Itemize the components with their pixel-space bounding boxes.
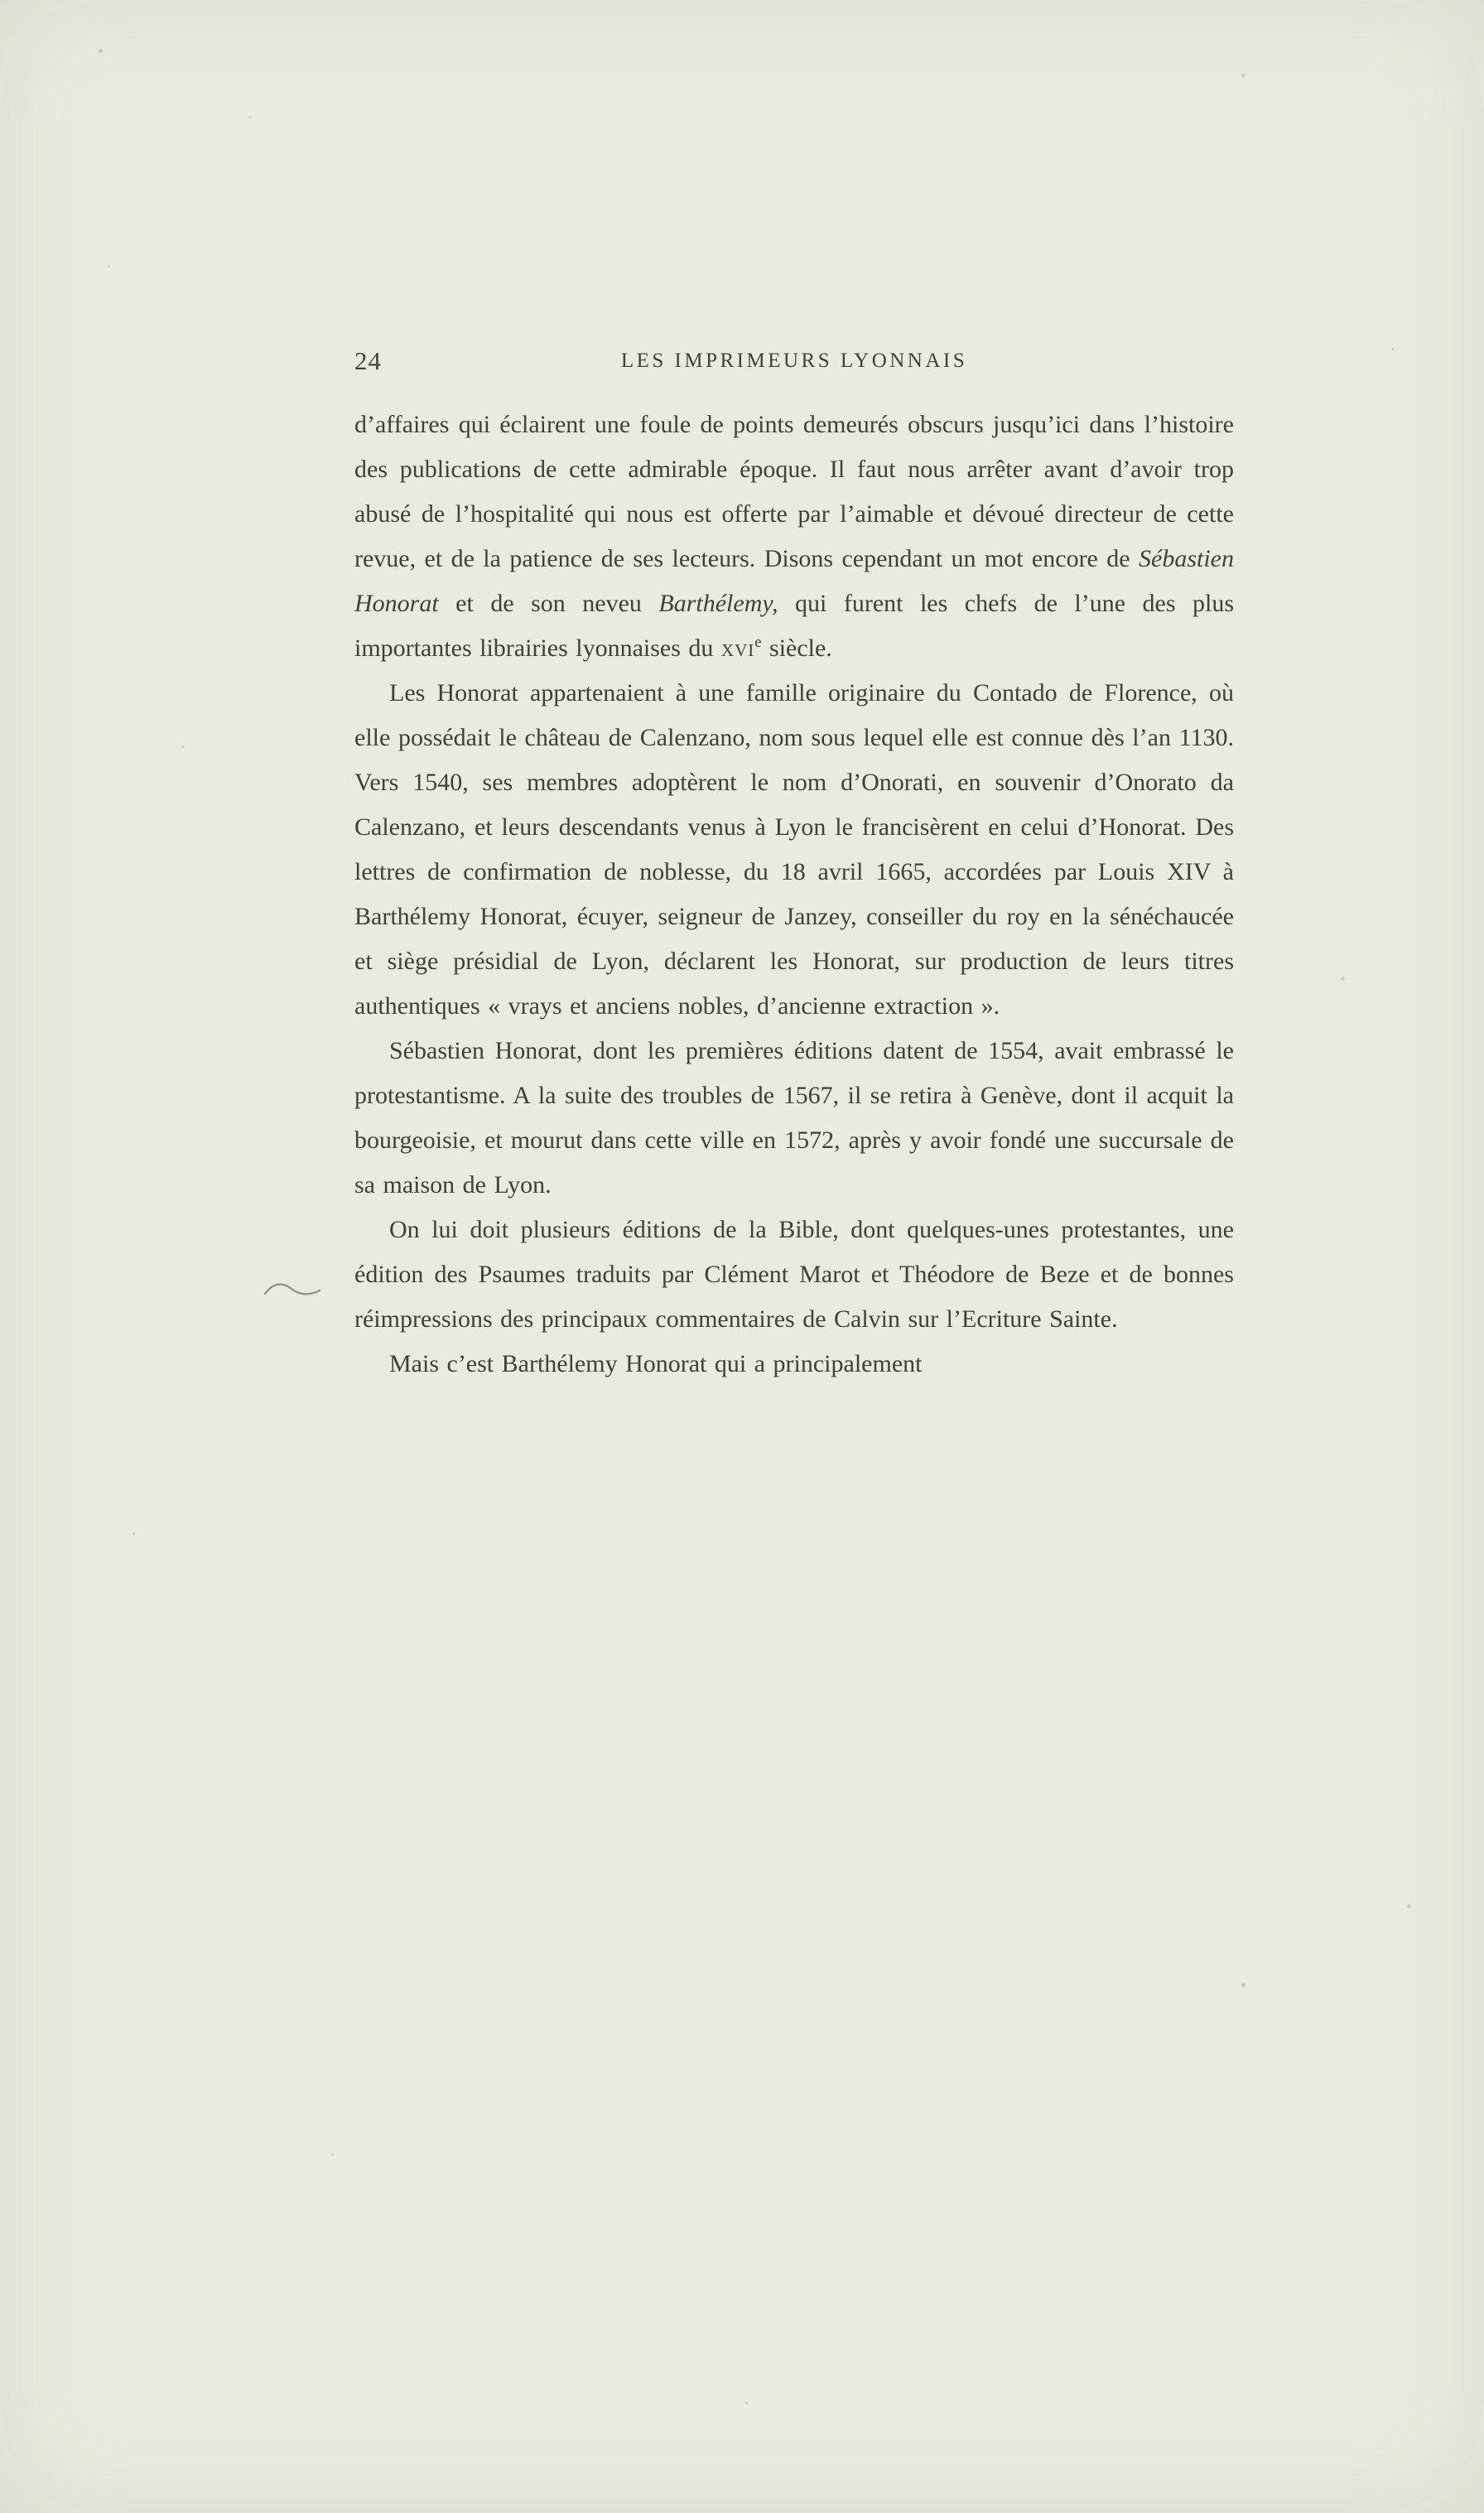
paragraph [354,671,1234,1029]
text-segment: Mais c’est Barthélemy Honorat qui a principalement [389,1350,923,1377]
text-segment: On lui doit plusieurs éditions de la Bible, dont quelques-unes protestantes, une édition des Psaumes traduits par Clément Marot et Théodore de Beze et de bonnes réimpressions des principaux commentaires de Calvin sur l’Ecriture Sainte. [354,1216,1234,1333]
page-number: 24 [354,346,382,375]
text-block [354,403,1234,1387]
paragraph [354,1029,1234,1208]
text-segment: Sébastien Honorat [354,545,1234,617]
running-title: LES IMPRIMEURS LYONNAIS [620,350,968,372]
text-segment: siècle. [761,634,832,662]
text-segment: qui furent les chefs de l’une des plus importantes librairies lyonnaises du [354,590,1234,662]
text-segment: e [754,634,762,651]
paragraph [354,403,1234,671]
text-segment: Sébastien Honorat, dont les premières éditions datent de 1554, avait embrassé le protestantisme. A la suite des troubles de 1567, il se retira à Genève, dont il acquit la bourgeoisie, et mourut dans cette ville en 1572, après y avoir fondé une succursale de sa maison de Lyon. [354,1037,1234,1199]
margin-mark [263,1277,321,1302]
text-segment: d’affaires qui éclairent une foule de points demeurés obscurs jusqu’ici dans l’histoire des publications de cette admirable époque. Il faut nous arrêter avant d’avoir trop abusé de l’hospitalité qui nous est offerte par l’aimable et dévoué directeur de cette revue, et de la patience de ses lecteurs. Disons cependant un mot encore de [354,411,1234,572]
paragraph [354,1342,1234,1387]
text-segment: Barthélemy, [658,590,778,617]
paragraph [354,1208,1234,1342]
text-segment: Les Honorat appartenaient à une famille originaire du Contado de Florence, où elle possédait le château de Calenzano, nom sous lequel elle est connue dès l’an 1130. Vers 1540, ses membres adoptèrent le nom d’Onorati, en souvenir d’Onorato da Calenzano, et leurs descendants venus à Lyon le francisèrent en celui d’Honorat. Des lettres de confirmation de noblesse, du 18 avril 1665, accordées par Louis XIV à Barthélemy Honorat, écuyer, seigneur de Janzey, conseiller du roy en la sénéchaucée et siège présidial de Lyon, déclarent les Honorat, sur production de leurs titres authentiques « vrays et anciens nobles, d’ancienne extraction ». [354,679,1234,1020]
text-segment: xvi [720,634,755,662]
page-header [354,346,1234,383]
paper-texture [0,0,2,2]
text-segment: et de son neveu [438,590,659,617]
